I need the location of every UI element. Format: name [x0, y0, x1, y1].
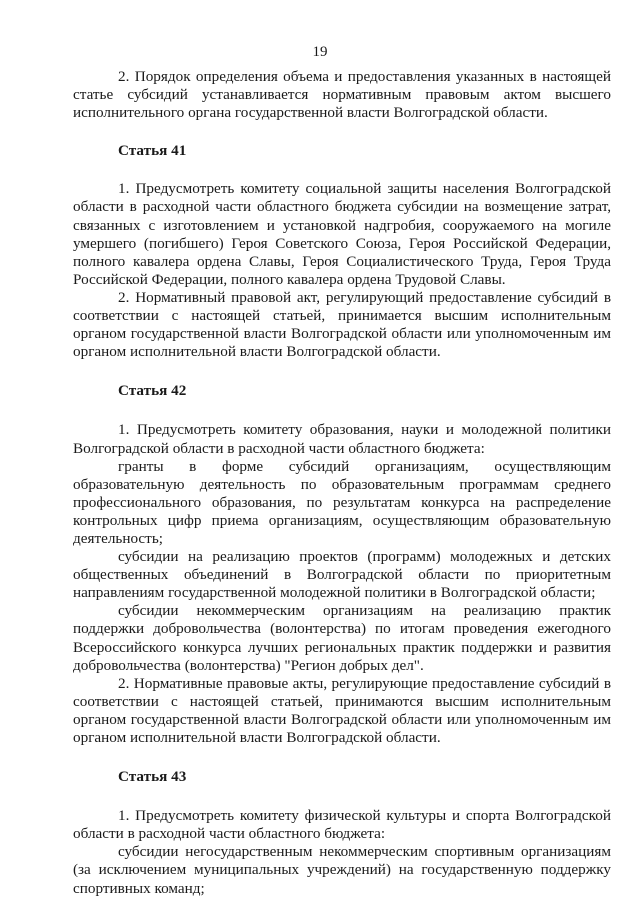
- article-42-heading: Статья 42: [118, 382, 187, 400]
- article-40-paragraph-2: 2. Порядок определения объема и предоставления указанных в настоящей статье субсидий устанавливается нормативным правовым актом высшего исполнительного органа государственной власти Волгоградской области.: [73, 68, 611, 122]
- article-43-item-sports-subsidies: субсидии негосударственным некоммерческим спортивным организациям (за исключением муниципальных учреждений) на государственную поддержку спортивных команд;: [73, 843, 611, 897]
- article-42-item-grants: гранты в форме субсидий организациям, осуществляющим образовательную деятельность по образовательным программам среднего профессионального образования, по результатам конкурса на распределение контрольных цифр приема организациям, осуществляющим образовательную деятельность;: [73, 457, 611, 547]
- article-42-item-youth-subsidies: субсидии на реализацию проектов (программ) молодежных и детских общественных объединений в Волгоградской области по приоритетным направлениям государственной молодежной политики в Волгоградской области;: [73, 548, 611, 602]
- article-41-paragraph-2: 2. Нормативный правовой акт, регулирующий предоставление субсидий в соответствии с настоящей статьей, принимается высшим исполнительным органом государственной власти Волгоградской области или уполномоченным им органом исполнительной власти Волгоградской области.: [73, 288, 611, 361]
- article-41-paragraph-1: 1. Предусмотреть комитету социальной защиты населения Волгоградской области в расходной части областного бюджета субсидии на возмещение затрат, связанных с изготовлением и установкой надгробия, сооружаемого на могиле умершего (погибшего) Героя Советского Союза, Героя Российской Федерации, полного кавалера ордена Славы, Героя Социалистического Труда, Героя Труда Российской Федерации, полного кавалера ордена Трудовой Славы.: [73, 180, 611, 288]
- article-42-item-volunteer-subsidies: субсидии некоммерческим организациям на реализацию практик поддержки добровольчества (волонтерства) по итогам проведения ежегодного Всероссийского конкурса лучших региональных практик поддержки и развития добровольчества (волонтерства) "Регион добрых дел".: [73, 602, 611, 674]
- article-43-paragraph-1: 1. Предусмотреть комитету физической культуры и спорта Волгоградской области в расходной части областного бюджета:: [73, 807, 611, 843]
- article-41-heading: Статья 41: [118, 142, 187, 160]
- article-42-paragraph-1: 1. Предусмотреть комитету образования, науки и молодежной политики Волгоградской области в расходной части областного бюджета:: [73, 421, 611, 457]
- article-43-heading: Статья 43: [118, 768, 187, 786]
- document-body: [73, 68, 611, 898]
- article-42-paragraph-2: 2. Нормативные правовые акты, регулирующие предоставление субсидий в соответствии с настоящей статьей, принимаются высшим исполнительным органом государственной власти Волгоградской области или уполномоченным им органом исполнительной власти Волгоградской области.: [73, 674, 611, 746]
- page-number: 19: [312, 44, 328, 60]
